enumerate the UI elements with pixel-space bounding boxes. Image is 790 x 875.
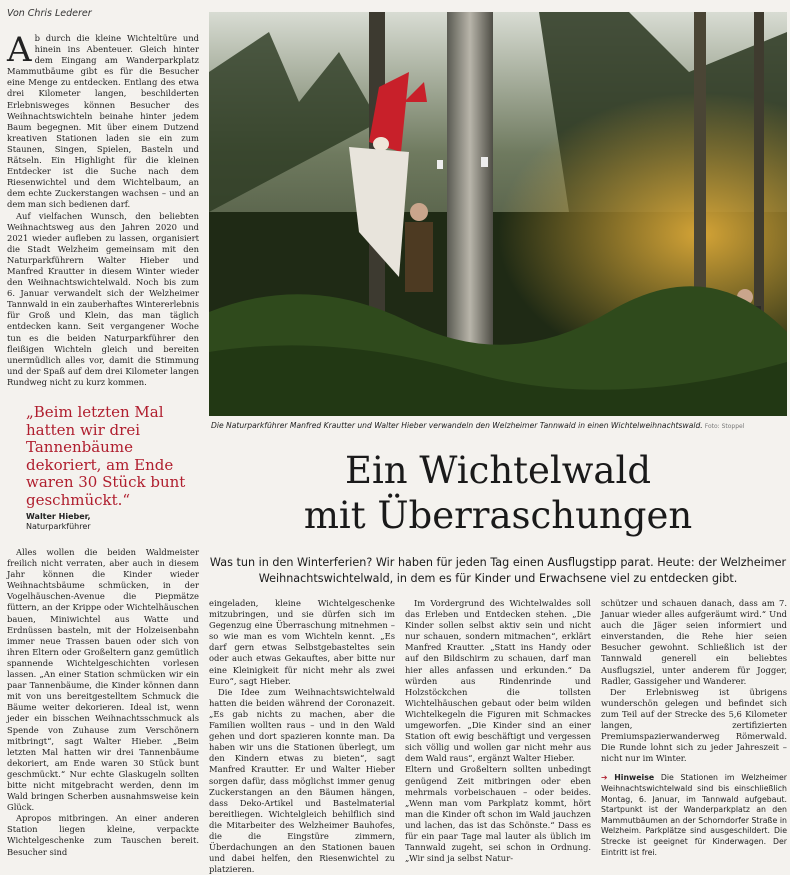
body-column-1 bbox=[7, 547, 199, 858]
info-box-text: Die Stationen im Welzheimer Weihnachtswichtelwald sind bis einschließlich Montag, 6. Januar, im Tannwald aufgebaut. Startpunkt ist der Wanderparkplatz an den Mammutbäumen an der Schorndorfer Straße in Welzheim. Parkplätze sind ausgeschildert. Die Strecke ist geeignet für Kinderwagen. Der Eintritt ist frei. bbox=[601, 773, 788, 857]
col3-paragraph-2: Eltern und Großeltern sollten unbedingt genügend Zeit mitbringen oder eben mehrmals vorbeischauen – oder beides. „Wenn man vom Parkplatz kommt, hört man die Kinder oft schon im Wald jauchzen und lachen, das ist das Schönste.“ Dass es für ein paar Tage mal lauter als üblich im Tannwald zugeht, sei schon in Ordnung. „Wir sind ja selbst Natur- bbox=[405, 764, 591, 864]
intro-paragraph-2: Auf vielfachen Wunsch, den beliebten Weihnachtsweg aus den Jahren 2020 und 2021 wieder aufleben zu lassen, organisiert die Stadt Welzheim gemeinsam mit den Naturparkführern Walter Hieber und Manfred Krautter in diesem Winter wieder den Weihnachtswichtelwald. Noch bis zum 6. Januar verwandelt sich der Welzheimer Tannwald in ein zauberhaftes Wintererlebnis für Groß und Klein, das man täglich entdecken kann. Seit vergangener Woche tun es die beiden Naturparkführer den fleißigen Wichteln gleich und bereiten unermüdlich alles vor, damit die Stimmung und der Spaß auf dem drei Kilometer langen Rundweg nicht zu kurz kommen. bbox=[7, 210, 199, 387]
col4-paragraph-2: Der Erlebnisweg ist übrigens wunderschön gelegen und befindet sich zum Teil auf der Strecke des 5,6 Kilometer langen, zertifizierten Premiumspazierwanderweg Römerwald. Die Runde lohnt sich zu jeder Jahreszeit – nicht nur im Winter. bbox=[601, 686, 787, 764]
headline-line-2: mit Überraschungen bbox=[303, 494, 693, 537]
intro-column bbox=[7, 30, 199, 388]
body-column-3 bbox=[405, 598, 591, 864]
caption-text: Die Naturparkführer Manfred Krautter und Walter Hieber verwandeln den Welzheimer Tannwald in einen Wichtelweihnachtswald. bbox=[211, 421, 703, 430]
col2-paragraph-1: eingeladen, kleine Wichtelgeschenke mitzubringen, und sie dürfen sich im Gegenzug eine Überraschung mitnehmen – so wie man es vom Wichteln kennt. „Es darf gern etwas Selbstgebasteltes sein oder auch etwas Gekauftes, aber bitte nur eine Kleinigkeit für nicht mehr als zwei Euro“, sagt Hieber. bbox=[209, 598, 395, 686]
photo-credit: Foto: Stoppel bbox=[704, 423, 745, 430]
byline: Von Chris Lederer bbox=[7, 8, 92, 19]
info-box bbox=[601, 773, 787, 858]
col2-paragraph-2: Die Idee zum Weihnachtswichtelwald hatten die beiden während der Coronazeit. „Es gab nichts zu machen, aber die Familien wollten raus – und in den Wald gehen und dort spazieren konnte man. Da haben wir uns die Stationen überlegt, um den Kindern etwas zu bieten“, sagt Manfred Krautter. Er und Walter Hieber sorgen dafür, dass möglichst immer genug Zuckerstangen an den Bäumen hängen, dass Deko-Artikel und Bastelmaterial bereitliegen. Wichtelgleich behilflich sind die Mitarbeiter des Welzheimer Bauhofes, die die Eingstüre zimmern, Überdachungen an den Stationen bauen und dabei helfen, den Riesenwichtel zu platzieren. bbox=[209, 686, 395, 875]
drop-cap: A bbox=[7, 30, 32, 70]
col4-paragraph-1: schützer und schauen danach, dass am 7. Januar wieder alles aufgeräumt wird.“ Und auch die Jäger seien informiert und einverstanden, die Rehe hier seien Besucher gewohnt. Schließlich ist der Tannwald generell ein beliebtes Ausflugsziel, unter anderem für Jogger, Radler, Gassigeher und Wanderer. bbox=[601, 598, 787, 686]
info-box-label: Hinweise bbox=[614, 773, 655, 783]
photo-caption bbox=[211, 421, 787, 430]
col1-paragraph-2: Apropos mitbringen. An einer anderen Station liegen kleine, verpackte Wichtelgeschenke zum Tauschen bereit. Besucher sind bbox=[7, 813, 199, 857]
pull-quote: „Beim letzten Mal hatten wir drei Tannenbäume dekoriert, am Ende waren 30 Stück bunt geschmückt.“ bbox=[26, 403, 186, 509]
subheadline: Was tun in den Winterferien? Wir haben für jeden Tag einen Ausflugstipp parat. Heute: der Welzheimer Weihnachtswichtelwald, in dem es für Kinder und Erwachsene viel zu entdecken gibt. bbox=[209, 556, 787, 585]
col1-paragraph-1: Alles wollen die beiden Waldmeister freilich nicht verraten, aber auch in diesem Jahr können die Kinder wieder Weihnachtsbäume schmücken, in der Vogelhäuschen-Avenue die Piepmätze füttern, an der Krippe oder Wichtelhäuschen bauen, Miniwichtel aus Watte und Erdnüssen basteln, mit der Holzeisenbahn immer neue Trassen bauen oder sich von ihren Eltern oder Großeltern ganz gemütlich spannende Wichtelgeschichten vorlesen lassen. „An einer Station schmücken wir ein paar Tannenbäume, die Kinder können dann mit von uns bereitgestelltem Schmuck die Bäume weiter dekorieren. Ideal ist, wenn jeder ein bisschen Weihnachtsschmuck als Spende von Zuhause zum Verschönern mitbringt“, sagt Walter Hieber. „Beim letzten Mal hatten wir drei Tannenbäume dekoriert, am Ende waren 30 Stück bunt geschmückt.“ Nur echte Glaskugeln sollten bitte nicht mitgebracht werden, denn im Wald bringen Scherben ausnahmsweise kein Glück. bbox=[7, 547, 199, 813]
arrow-icon: ➔ bbox=[601, 773, 608, 783]
headline-line-1: Ein Wichtelwald bbox=[344, 449, 652, 492]
forest-photo bbox=[209, 12, 787, 416]
body-column-4 bbox=[601, 598, 787, 858]
forest-photo-illustration bbox=[209, 12, 787, 416]
pull-quote-role: Naturparkführer bbox=[26, 522, 91, 531]
intro-paragraph-1: Ab durch die kleine Wichteltüre und hinein ins Abenteuer. Gleich hinter dem Eingang am Wanderparkplatz Mammutbäume gibt es für die Besucher eine Menge zu entdecken. Entlang des etwa drei Kilometer langen, beschilderten Erlebnisweges können Besucher des Weihnachtswichteln beinahe hinter jedem Baum begegnen. Mit über einem Dutzend kreativen Stationen laden sie ein zum Staunen, Singen, Spielen, Basteln und Rätseln. Ein Highlight für die kleinen Entdecker ist die Suche nach dem Riesenwichtel und dem Wichtelbaum, an dem echte Zuckerstangen wachsen – und an dem man sich bedienen darf. bbox=[7, 30, 199, 210]
col3-paragraph-1: Im Vordergrund des Wichtelwaldes soll das Erleben und Entdecken stehen. „Die Kinder sollen selbst aktiv sein und nicht nur schauen, sondern mitmachen“, erklärt Manfred Krautter. „Statt ins Handy oder auf den Bildschirm zu schauen, darf man hier alles anfassen und erkunden.“ Da würden aus Rindenrinde und Holzstöckchen die tollsten Wichtelhäuschen gebaut oder beim wilden Wichtelkegeln die Figuren mit Schmackes umgeworfen. „Die Kinder sind an einer Station oft ewig beschäftigt und vergessen sich völlig und wollen gar nicht mehr aus dem Wald raus“, ergänzt Walter Hieber. bbox=[405, 598, 591, 764]
pull-quote-name: Walter Hieber, bbox=[26, 512, 91, 521]
body-column-2 bbox=[209, 598, 395, 875]
headline bbox=[209, 448, 787, 538]
